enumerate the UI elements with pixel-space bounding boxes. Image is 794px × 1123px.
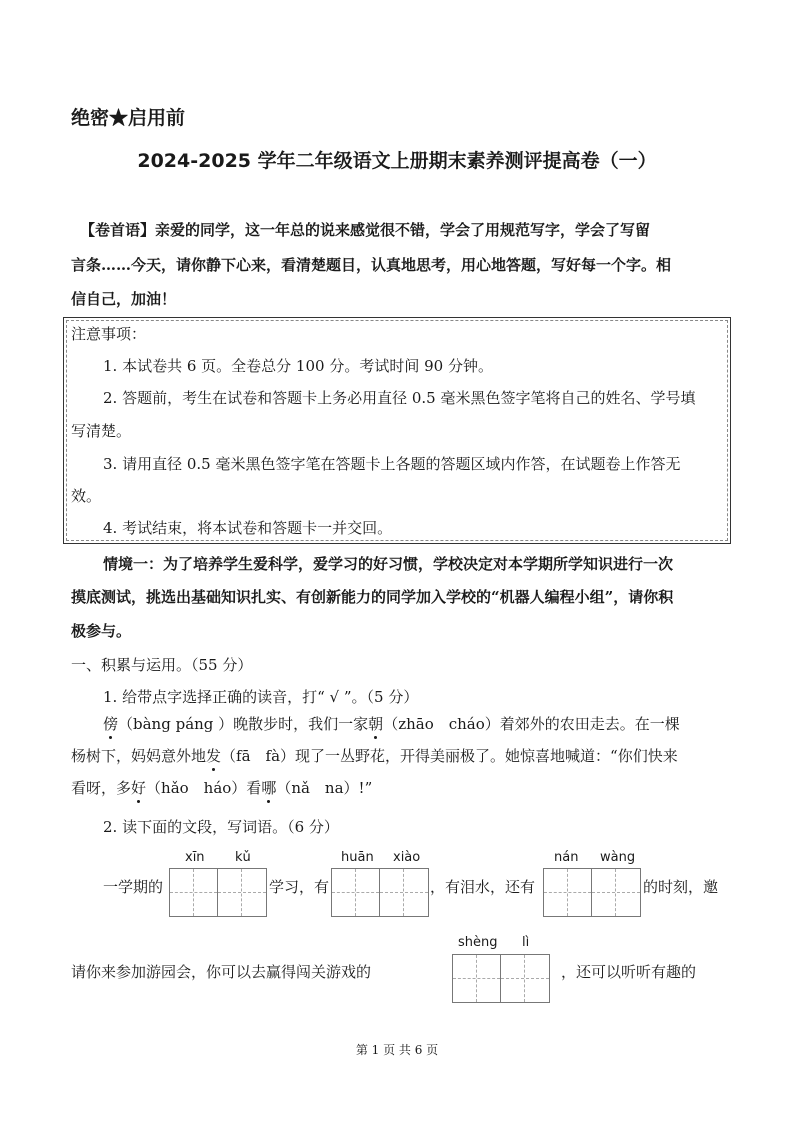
notice-box <box>63 317 731 544</box>
q2-text-5: 请你来参加游园会，你可以去赢得闯关游戏的 <box>71 963 372 981</box>
text-segment: 看呀，多 <box>71 779 132 797</box>
scenario-line-2: 摸底测试，挑选出基础知识扎实、有创新能力的同学加入学校的“机器人编程小组”，请你积 <box>71 588 674 606</box>
text-segment: （bàng páng ）晚散步时，我们一家 <box>118 715 369 733</box>
notice-item-1: 1. 本试卷共 6 页。全卷总分 100 分。考试时间 90 分钟。 <box>103 357 493 375</box>
writing-grid-huanxiao[interactable] <box>331 868 429 917</box>
dotted-char: 傍 <box>103 715 119 733</box>
pinyin-nan: nán <box>554 850 579 865</box>
question-1-line-2 <box>71 745 678 766</box>
notice-item-2-line-1: 2. 答题前，考生在试卷和答题卡上务必用直径 0.5 毫米黑色签字笔将自己的姓名、学号填 <box>103 389 696 407</box>
writing-grid-nanwang[interactable] <box>543 868 641 917</box>
notice-item-3-line-2: 效。 <box>71 487 102 505</box>
pinyin-sheng: shèng <box>458 935 498 950</box>
pinyin-xiao: xiào <box>393 850 421 865</box>
dotted-char: 哪 <box>261 779 277 797</box>
pinyin-ku: kǔ <box>235 850 251 865</box>
grid-cell[interactable] <box>453 955 501 1002</box>
preface-line-2: 言条……今天，请你静下心来，看清楚题目，认真地思考，用心地答题，写好每一个字。相 <box>71 256 672 274</box>
q2-text-1: 一学期的 <box>103 878 164 896</box>
writing-grid-xinku[interactable] <box>169 868 267 917</box>
section-1-heading: 一、积累与运用。（55 分） <box>71 656 253 674</box>
grid-cell[interactable] <box>332 869 380 916</box>
dotted-char: 朝 <box>368 715 384 733</box>
notice-item-3-line-1: 3. 请用直径 0.5 毫米黑色签字笔在答题卡上各题的答题区域内作答，在试题卷上作答无 <box>103 455 681 473</box>
q2-text-6: ，还可以听听有趣的 <box>561 963 697 981</box>
q2-text-3: ，有泪水，还有 <box>430 878 536 896</box>
grid-cell[interactable] <box>501 955 549 1002</box>
exam-title: 2024-2025 学年二年级语文上册期末素养测评提高卷（一） <box>137 150 657 172</box>
scenario-line-3: 极参与。 <box>71 622 132 640</box>
text-segment: （nǎ na）!” <box>276 779 373 797</box>
page-footer: 第 1 页 共 6 页 <box>355 1043 439 1057</box>
grid-cell[interactable] <box>592 869 640 916</box>
confidential-label: 绝密★启用前 <box>71 107 186 129</box>
text-segment: （fā fà）现了一丛野花，开得美丽极了。她惊喜地喊道：“你们快来 <box>221 747 678 765</box>
dotted-char: 发 <box>206 747 222 765</box>
pinyin-wang: wàng <box>600 850 636 865</box>
grid-cell[interactable] <box>380 869 428 916</box>
question-2-prompt: 2. 读下面的文段，写词语。（6 分） <box>103 818 339 836</box>
text-segment: （hǎo háo）看 <box>146 779 262 797</box>
dotted-char: 好 <box>131 779 147 797</box>
pinyin-li: lì <box>522 935 530 950</box>
grid-cell[interactable] <box>544 869 592 916</box>
preface-line-3: 信自己，加油！ <box>71 290 177 308</box>
question-1-line-3 <box>71 777 372 798</box>
q2-text-2: 学习，有 <box>269 878 330 896</box>
text-segment: （zhāo cháo）着郊外的农田走去。在一棵 <box>383 715 680 733</box>
notice-item-2-line-2: 写清楚。 <box>71 422 132 440</box>
q2-text-4: 的时刻，邀 <box>643 878 719 896</box>
question-1-line-1 <box>103 713 680 734</box>
pinyin-huan: huān <box>341 850 374 865</box>
grid-cell[interactable] <box>170 869 218 916</box>
text-segment: 杨树下，妈妈意外地 <box>71 747 207 765</box>
preface-line-1: 【卷首语】亲爱的同学，这一年总的说来感觉很不错，学会了用规范写字，学会了写留 <box>80 221 651 239</box>
notice-item-4: 4. 考试结束，将本试卷和答题卡一并交回。 <box>103 519 393 537</box>
scenario-line-1: 情境一：为了培养学生爱科学，爱学习的好习惯，学校决定对本学期所学知识进行一次 <box>103 555 674 573</box>
question-1-prompt: 1. 给带点字选择正确的读音，打“ √ ”。（5 分） <box>103 688 419 706</box>
grid-cell[interactable] <box>218 869 266 916</box>
pinyin-xin: xīn <box>185 850 205 865</box>
notice-heading: 注意事项： <box>71 325 147 343</box>
writing-grid-shengli[interactable] <box>452 954 550 1003</box>
